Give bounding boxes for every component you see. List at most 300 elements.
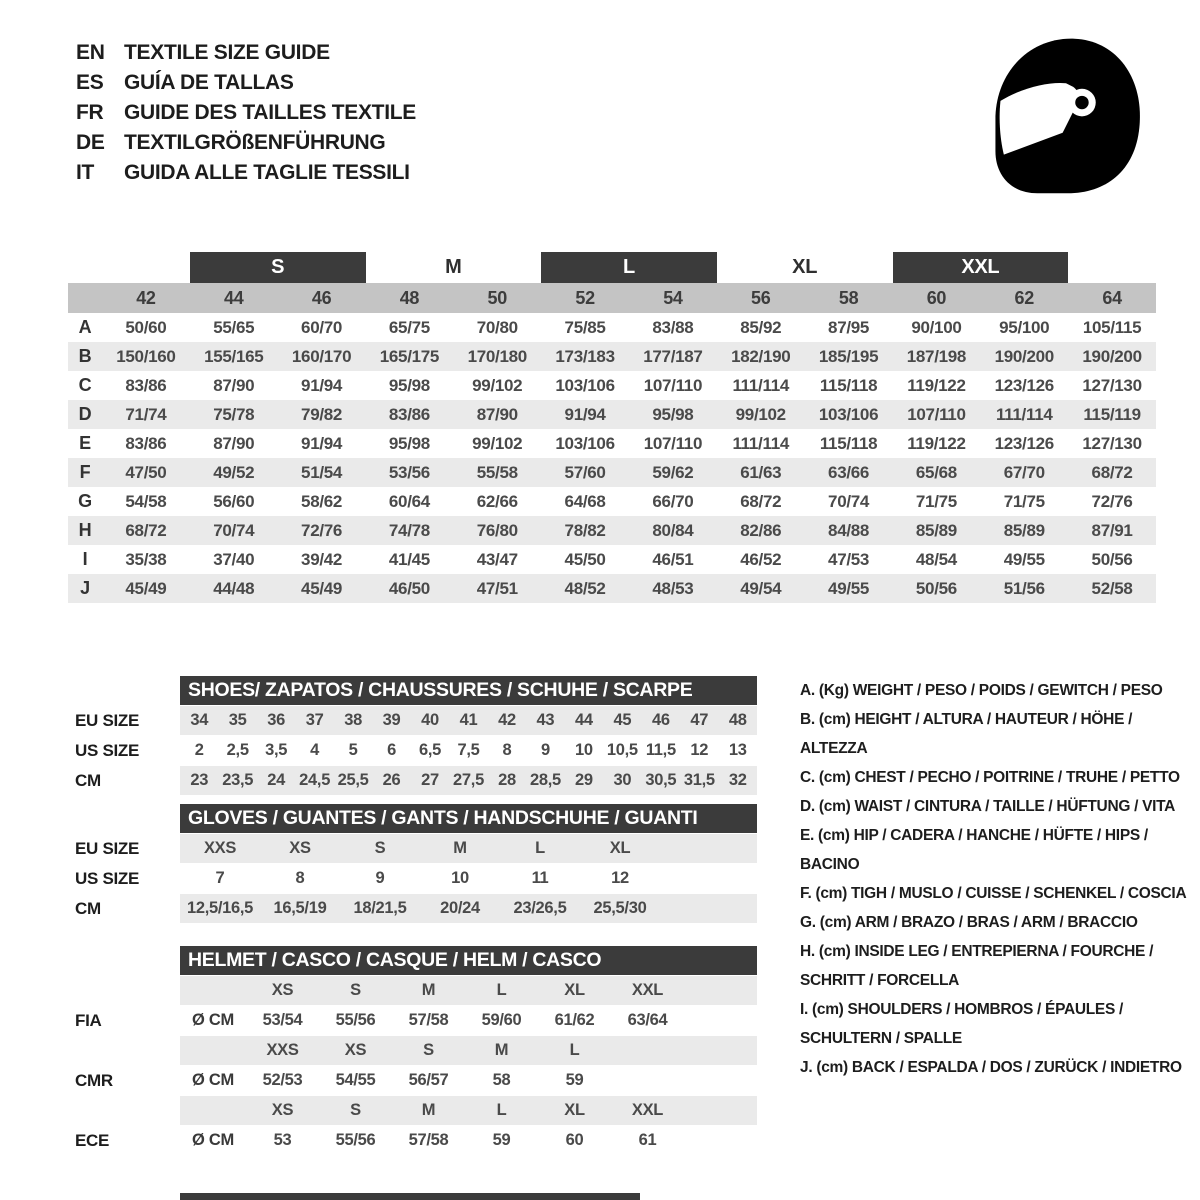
table-cell: 4 [310,741,320,759]
table-cell: 83/88 [652,317,694,337]
legend-item: H. (cm) INSIDE LEG / ENTREPIERNA / FOURCHE / SCHRITT / FORCELLA [800,943,1154,989]
table-cell: 3,5 [265,741,288,759]
table-row [68,371,1156,400]
language-code: FR [76,101,104,124]
table-cell: 78/82 [564,520,606,540]
table-cell: 10 [451,869,469,887]
table-cell: 30,5 [645,771,677,789]
row-values [180,1006,757,1035]
table-cell: 119/122 [907,375,966,395]
row-label: J [80,578,90,598]
table-cell: 65/75 [388,317,430,337]
table-cell: 27 [421,771,439,789]
row-label [75,1036,180,1065]
table-cell: 57/58 [408,1131,449,1149]
table-cell: 55/65 [213,317,255,337]
table-cell: 95/98 [388,433,430,453]
table-cell: 79/82 [301,404,343,424]
shoes-table [75,676,757,795]
table-cell: 65/68 [915,462,957,482]
table-cell: 173/183 [555,346,615,366]
table-cell: 72/76 [301,520,343,540]
row-label: EU SIZE [75,838,140,858]
size-number: 48 [399,287,420,308]
table-cell: 43/47 [476,549,518,569]
table-row [75,706,757,735]
row-label: D [78,404,92,424]
table-cell: 170/180 [467,346,527,366]
row-values [180,1066,757,1095]
table-row [68,400,1156,429]
size-number: 64 [1102,287,1122,308]
table-cell: 45/49 [301,578,343,598]
table-row [75,834,757,863]
table-cell: 54/55 [335,1071,376,1089]
table-cell: 103/106 [555,375,615,395]
table-cell: 47 [690,711,709,729]
table-cell: 10 [575,741,593,759]
size-label: XL [564,981,585,999]
table-cell: 43 [536,711,555,729]
table-cell: 39 [382,711,401,729]
table-cell: 99/102 [472,433,523,453]
table-cell: 70/80 [476,317,518,337]
table-cell: 71/74 [125,404,167,424]
table-cell: 107/110 [643,433,703,453]
table-cell: 8 [295,869,305,887]
table-cell: 25,5/30 [593,899,647,917]
table-cell: 68/72 [1091,462,1133,482]
table-cell: 80/84 [652,520,694,540]
language-title: TEXTILE SIZE GUIDE [124,41,330,64]
cutoff-section-bar [180,1193,640,1200]
table-cell: 59 [492,1131,511,1149]
table-cell: 150/160 [116,346,176,366]
table-cell: 53/54 [262,1011,303,1029]
language-header [76,38,416,188]
table-cell: 16,5/19 [273,899,327,917]
table-cell: 68/72 [740,491,782,511]
table-cell: 75/85 [564,317,606,337]
row-label [75,976,180,1005]
standard-label: CMR [75,1070,113,1090]
table-cell: 70/74 [828,491,870,511]
table-cell: 48/52 [564,578,606,598]
table-cell: 85/92 [740,317,782,337]
table-cell: 23,5 [222,771,254,789]
row-values [180,736,757,765]
table-cell: 185/195 [818,346,879,366]
table-cell: 11,5 [645,741,676,759]
row-values [180,894,757,923]
size-label: M [494,1041,509,1059]
table-cell: 48 [728,711,747,729]
table-cell: 187/198 [906,346,967,366]
row-label: US SIZE [75,740,140,760]
table-cell: 115/118 [819,433,878,453]
table-cell: 155/165 [204,346,264,366]
size-number: 62 [1014,287,1034,308]
table-cell: 45/50 [564,549,606,569]
table-cell: 20/24 [440,899,480,917]
size-number: 44 [224,287,244,308]
row-label: G [78,491,92,511]
size-label: XS [344,1041,367,1059]
table-row [75,864,757,893]
table-cell: 165/175 [379,346,440,366]
table-cell: 12 [611,869,629,887]
size-column-header: L [541,252,717,283]
table-cell: 45/49 [125,578,167,598]
size-label: L [496,1101,507,1119]
table-cell: 56/60 [213,491,255,511]
table-cell: 85/89 [1003,520,1045,540]
table-cell: 46 [651,711,670,729]
language-row [76,158,416,188]
shoes-rows [75,706,757,795]
row-label: A [78,317,92,337]
row-label [75,1096,180,1125]
legend-item: F. (cm) TIGH / MUSLO / CUISSE / SCHENKEL / COSCIA [800,885,1187,902]
size-number: 50 [487,287,507,308]
size-number: 42 [136,287,156,308]
racing-helmet-icon [982,30,1150,202]
table-cell: L [535,839,545,857]
table-cell: 75/78 [213,404,255,424]
table-cell: 115/119 [1083,404,1141,424]
row-label: EU SIZE [75,710,140,730]
standard-label: FIA [75,1010,102,1030]
helmet-size-row [75,976,757,1005]
legend-item: I. (cm) SHOULDERS / HOMBROS / ÉPAULES / SCHULTERN / SPALLE [800,1001,1124,1047]
table-cell: 37 [305,711,324,729]
size-label: L [569,1041,580,1059]
table-cell: 103/106 [555,433,615,453]
table-cell: 52/58 [1091,578,1133,598]
shoes-section-title: SHOES/ ZAPATOS / CHAUSSURES / SCHUHE / SCARPE [180,676,757,705]
table-cell: 67/70 [1003,462,1045,482]
size-label: XXL [631,981,664,999]
number-band-spacer [68,283,102,313]
table-cell: 115/118 [819,375,878,395]
table-cell: 60 [565,1131,584,1149]
table-cell: 23 [190,771,209,789]
row-label: H [78,520,92,540]
table-cell: 53 [273,1131,292,1149]
table-cell: 95/98 [388,375,430,395]
table-cell: 8 [502,741,512,759]
table-cell: 61 [638,1131,657,1149]
table-cell: 182/190 [731,346,791,366]
table-cell: 34 [190,711,209,729]
table-cell: 87/91 [1091,520,1133,540]
table-cell: 82/86 [740,520,782,540]
table-cell: 32 [728,771,747,789]
table-cell: 55/56 [335,1131,376,1149]
row-values [180,976,757,1005]
table-cell: 57/60 [564,462,606,482]
size-label: S [350,1101,361,1119]
unit-spacer [180,1096,246,1125]
table-cell: 35 [228,711,247,729]
table-cell: XL [609,839,631,857]
table-cell: 76/80 [476,520,518,540]
legend-item: G. (cm) ARM / BRAZO / BRAS / ARM / BRACCIO [800,914,1138,931]
row-values [180,766,757,795]
table-cell: 36 [267,711,286,729]
table-cell: 28 [498,771,516,789]
table-cell: 59/60 [481,1011,522,1029]
table-cell: 27,5 [453,771,484,789]
gloves-table [75,804,757,923]
table-cell: 55/58 [476,462,518,482]
table-cell: S [374,839,386,857]
size-number: 58 [838,287,859,308]
table-cell: 41 [459,711,478,729]
table-cell: 2,5 [226,741,249,759]
row-label: US SIZE [75,868,140,888]
size-label: XXL [631,1101,664,1119]
table-cell: 66/70 [652,491,694,511]
table-cell: 61/63 [740,462,782,482]
table-cell: 50/56 [1091,549,1133,569]
unit-label: Ø CM [192,1131,234,1149]
language-code: ES [76,71,104,94]
table-cell: 177/187 [643,346,703,366]
table-cell: 2 [194,741,204,759]
helmet-section-title: HELMET / CASCO / CASQUE / HELM / CASCO [180,946,757,975]
size-number: 46 [311,287,332,308]
row-label: CM [75,770,101,790]
size-label: S [350,981,361,999]
table-cell: 51/54 [301,462,343,482]
table-cell: 29 [575,771,593,789]
table-row [68,487,1156,516]
language-row [76,68,416,98]
table-cell: 105/115 [1082,317,1142,337]
helmet-table [75,946,757,1155]
table-row [75,894,757,923]
table-cell: XXS [203,839,237,857]
table-row [68,342,1156,371]
table-cell: 6 [387,741,396,759]
table-cell: 44/48 [213,578,255,598]
table-cell: 87/90 [213,375,255,395]
table-cell: 35/38 [125,549,167,569]
language-row [76,38,416,68]
table-cell: 47/53 [828,549,870,569]
table-cell: 44 [575,711,593,729]
table-cell: 48/54 [915,549,957,569]
table-row [68,516,1156,545]
table-cell: 74/78 [388,520,430,540]
language-row [76,128,416,158]
table-cell: 57/58 [408,1011,449,1029]
unit-spacer [180,1036,246,1065]
table-cell: 63/64 [627,1011,668,1029]
table-cell: 52/53 [262,1071,303,1089]
table-cell: 99/102 [735,404,786,424]
size-label: XL [564,1101,585,1119]
measurement-legend [800,676,1192,1082]
table-cell: 49/55 [828,578,870,598]
language-code: EN [76,41,105,64]
table-cell: 85/89 [915,520,957,540]
table-cell: 47/51 [476,578,518,598]
table-cell: 63/66 [828,462,870,482]
table-cell: 41/45 [388,549,430,569]
table-cell: 83/86 [125,375,167,395]
table-cell: 190/200 [1082,346,1142,366]
language-title: TEXTILGRÖßENFÜHRUNG [124,131,386,154]
row-values [180,834,757,863]
table-cell: XS [289,839,311,857]
size-label: XS [271,981,294,999]
table-cell: 11 [531,869,549,887]
unit-spacer [180,976,246,1005]
table-row [68,458,1156,487]
table-cell: 39/42 [301,549,343,569]
table-cell: 127/130 [1082,375,1142,395]
table-cell: 103/106 [818,404,879,424]
table-cell: 12 [690,741,709,759]
size-column-header: M [445,256,462,278]
table-cell: 46/52 [740,549,782,569]
table-cell: 127/130 [1082,433,1142,453]
table-cell: 160/170 [291,346,352,366]
table-cell: 111/114 [732,433,790,453]
table-cell: 10,5 [606,741,638,759]
table-cell: 24,5 [299,771,331,789]
table-cell: 61/62 [554,1011,595,1029]
row-label: C [78,375,92,395]
row-values [180,1036,757,1065]
gloves-section-title: GLOVES / GUANTES / GANTS / HANDSCHUHE / GUANTI [180,804,757,833]
table-cell: 24 [267,771,286,789]
row-label: F [79,462,91,482]
table-cell: 50/56 [915,578,957,598]
table-cell: 49/52 [213,462,255,482]
table-cell: 30 [613,771,632,789]
table-cell: 99/102 [472,375,523,395]
table-cell: 37/40 [213,549,255,569]
table-row [68,574,1156,603]
table-cell: 95/100 [999,317,1050,337]
table-cell: 91/94 [301,375,343,395]
table-cell: 53/56 [388,462,430,482]
size-column-header: XXL [893,252,1069,283]
legend-item: J. (cm) BACK / ESPALDA / DOS / ZURÜCK / INDIETRO [800,1059,1182,1076]
size-number: 54 [663,287,683,308]
textile-size-table [68,252,1156,603]
table-cell: 58/62 [301,491,343,511]
table-cell: 68/72 [125,520,167,540]
table-cell: 62/66 [476,491,518,511]
table-cell: 56/57 [408,1071,449,1089]
table-cell: 50/60 [125,317,167,337]
size-number-row [68,283,1156,313]
legend-item: D. (cm) WAIST / CINTURA / TAILLE / HÜFTUNG / VITA [800,798,1176,815]
table-cell: 46/51 [652,549,694,569]
table-cell: 91/94 [301,433,343,453]
table-cell: 55/56 [335,1011,376,1029]
table-row [68,429,1156,458]
table-cell: 60/64 [388,491,430,511]
size-label: XS [271,1101,294,1119]
table-cell: 111/114 [995,404,1053,424]
table-cell: 18/21,5 [353,899,407,917]
language-title: GUIDA ALLE TAGLIE TESSILI [124,161,410,184]
table-cell: 47/50 [125,462,167,482]
row-values [180,864,757,893]
table-cell: 28,5 [529,771,561,789]
table-cell: M [453,839,467,857]
table-cell: 107/110 [643,375,703,395]
table-cell: 107/110 [907,404,966,424]
legend-item: B. (cm) HEIGHT / ALTURA / HAUTEUR / HÖHE / ALTEZZA [800,711,1133,757]
table-cell: 83/86 [125,433,167,453]
size-label: S [423,1041,434,1059]
row-values [180,706,757,735]
table-cell: 40 [421,711,439,729]
helmet-size-row [75,1036,757,1065]
legend-item: C. (cm) CHEST / PECHO / POITRINE / TRUHE / PETTO [800,769,1180,786]
table-cell: 51/56 [1003,578,1045,598]
table-cell: 58 [492,1071,511,1089]
helmet-value-row [75,1126,757,1155]
language-code: DE [76,131,105,154]
unit-label: Ø CM [192,1011,234,1029]
table-cell: 83/86 [388,404,430,424]
row-label: B [78,346,92,366]
table-cell: 49/55 [1003,549,1045,569]
table-cell: 5 [348,741,358,759]
table-cell: 45 [613,711,632,729]
language-row [76,98,416,128]
table-cell: 25,5 [337,771,369,789]
table-cell: 7,5 [457,741,480,759]
table-cell: 9 [375,869,385,887]
row-label: CM [75,898,101,918]
table-cell: 87/90 [476,404,518,424]
table-cell: 70/74 [213,520,255,540]
size-label: XXS [266,1041,299,1059]
table-cell: 90/100 [911,317,962,337]
table-row [75,766,757,795]
table-cell: 6,5 [419,741,442,759]
table-row [68,313,1156,342]
table-cell: 7 [215,869,225,887]
size-column-header: S [190,252,366,283]
size-column-header: XL [792,256,818,278]
helmet-size-row [75,1096,757,1125]
table-cell: 23/26,5 [513,899,567,917]
size-label: M [421,1101,436,1119]
gloves-rows [75,834,757,923]
row-label: I [82,549,88,569]
unit-label: Ø CM [192,1071,234,1089]
table-cell: 87/95 [828,317,870,337]
legend-item: A. (Kg) WEIGHT / PESO / POIDS / GEWITCH / PESO [800,682,1163,699]
helmet-rows [75,976,757,1155]
table-cell: 64/68 [564,491,606,511]
helmet-value-row [75,1066,757,1095]
language-code: IT [76,161,95,184]
table-cell: 13 [728,741,747,759]
table-cell: 123/126 [994,375,1054,395]
table-cell: 26 [382,771,401,789]
table-cell: 84/88 [828,520,870,540]
